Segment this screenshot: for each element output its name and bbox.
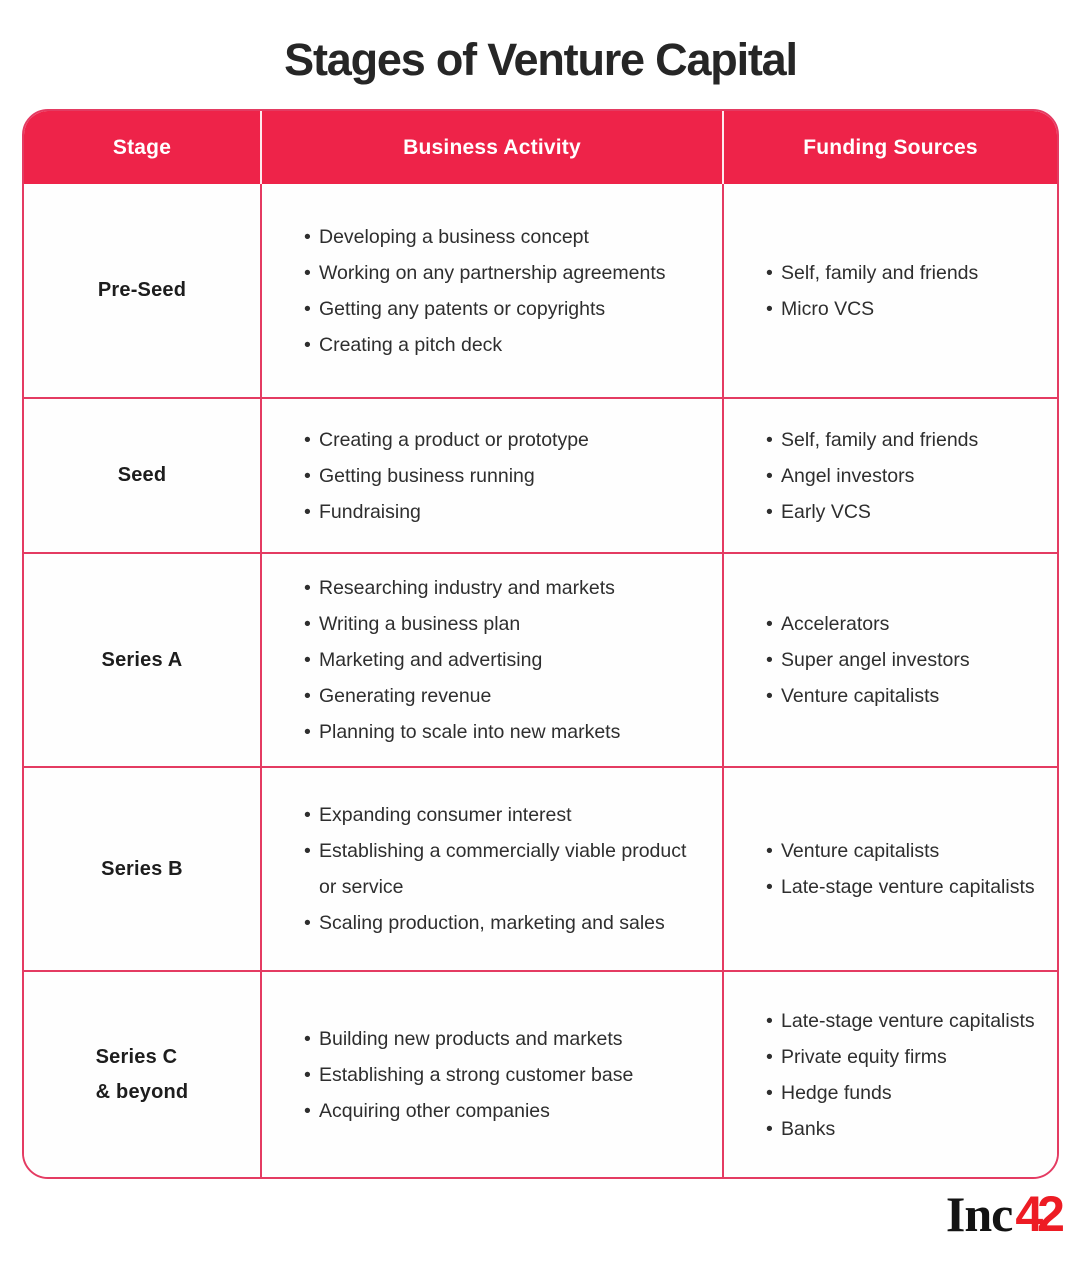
funding-source-item: • Self, family and friends	[764, 422, 1043, 458]
business-activity-list	[302, 797, 708, 941]
stage-cell	[24, 184, 260, 397]
funding-sources-cell	[722, 972, 1057, 1177]
table-header-row	[24, 111, 1057, 184]
business-activity-item: • Developing a business concept	[302, 219, 708, 255]
funding-source-item: • Hedge funds	[764, 1075, 1043, 1111]
stage-label-block	[118, 458, 167, 493]
business-activity-item: • Acquiring other companies	[302, 1093, 708, 1129]
business-activity-item: • Planning to scale into new markets	[302, 714, 708, 750]
business-activity-item: • Fundraising	[302, 494, 708, 530]
stage-cell	[24, 768, 260, 970]
funding-sources-cell	[722, 768, 1057, 970]
stage-label-block	[98, 273, 186, 308]
venture-capital-table	[22, 109, 1059, 1179]
logo-text-red: 42	[1015, 1186, 1059, 1242]
funding-sources-list	[764, 422, 1043, 530]
business-activity-item: • Creating a pitch deck	[302, 327, 708, 363]
inc42-logo	[945, 1186, 1059, 1242]
funding-source-item: • Accelerators	[764, 606, 1043, 642]
funding-source-item: • Venture capitalists	[764, 833, 1043, 869]
table-row	[24, 397, 1057, 552]
stage-label: Series A	[101, 648, 183, 671]
table-row	[24, 184, 1057, 397]
funding-source-item: • Late-stage venture capitalists	[764, 869, 1043, 905]
funding-source-item: • Self, family and friends	[764, 255, 1043, 291]
business-activity-item: • Building new products and markets	[302, 1021, 708, 1057]
funding-source-item: • Super angel investors	[764, 642, 1043, 678]
business-activity-item: • Establishing a strong customer base	[302, 1057, 708, 1093]
business-activity-item: • Generating revenue	[302, 678, 708, 714]
column-header-funding-sources: Funding Sources	[722, 111, 1057, 184]
business-activity-list	[302, 219, 708, 363]
stage-label-block	[102, 643, 183, 678]
business-activity-item: • Getting any patents or copyrights	[302, 291, 708, 327]
stage-label: & beyond	[95, 1080, 189, 1103]
business-activity-list	[302, 422, 708, 530]
business-activity-cell	[260, 972, 722, 1177]
stage-label-block	[96, 1040, 189, 1110]
funding-sources-cell	[722, 399, 1057, 552]
stage-cell	[24, 972, 260, 1177]
business-activity-item: • Writing a business plan	[302, 606, 708, 642]
business-activity-item: • Expanding consumer interest	[302, 797, 708, 833]
business-activity-item: • Establishing a commercially viable product or service	[302, 833, 708, 905]
business-activity-cell	[260, 184, 722, 397]
funding-source-item: • Private equity firms	[764, 1039, 1043, 1075]
stage-cell	[24, 399, 260, 552]
business-activity-item: • Scaling production, marketing and sales	[302, 905, 708, 941]
business-activity-cell	[260, 554, 722, 766]
logo-text-black: Inc	[945, 1186, 1013, 1242]
stage-label: Series B	[101, 857, 183, 880]
funding-source-item: • Banks	[764, 1111, 1043, 1147]
funding-sources-cell	[722, 554, 1057, 766]
business-activity-list	[302, 1021, 708, 1129]
business-activity-cell	[260, 399, 722, 552]
footer	[22, 1186, 1059, 1242]
funding-source-item: • Micro VCS	[764, 291, 1043, 327]
funding-sources-list	[764, 255, 1043, 327]
business-activity-item: • Researching industry and markets	[302, 570, 708, 606]
funding-sources-list	[764, 1003, 1043, 1147]
table-row	[24, 766, 1057, 970]
table-body	[24, 184, 1057, 1177]
funding-source-item: • Angel investors	[764, 458, 1043, 494]
funding-source-item: • Late-stage venture capitalists	[764, 1003, 1043, 1039]
business-activity-item: • Marketing and advertising	[302, 642, 708, 678]
business-activity-item: • Getting business running	[302, 458, 708, 494]
stage-cell	[24, 554, 260, 766]
funding-source-item: • Venture capitalists	[764, 678, 1043, 714]
table-row	[24, 970, 1057, 1177]
stage-label-block	[101, 852, 183, 887]
stage-label: Pre-Seed	[97, 279, 187, 301]
business-activity-list	[302, 570, 708, 750]
column-header-stage: Stage	[112, 135, 172, 159]
table-row	[24, 552, 1057, 766]
funding-sources-list	[764, 833, 1043, 905]
business-activity-item: • Working on any partnership agreements	[302, 255, 708, 291]
business-activity-cell	[260, 768, 722, 970]
stage-label: Series C	[95, 1045, 178, 1068]
business-activity-item: • Creating a product or prototype	[302, 422, 708, 458]
page-title: Stages of Venture Capital	[284, 34, 797, 85]
funding-sources-cell	[722, 184, 1057, 397]
funding-source-item: • Early VCS	[764, 494, 1043, 530]
stage-label: Seed	[117, 464, 167, 486]
column-header-business-activity: Business Activity	[260, 111, 722, 184]
funding-sources-list	[764, 606, 1043, 714]
